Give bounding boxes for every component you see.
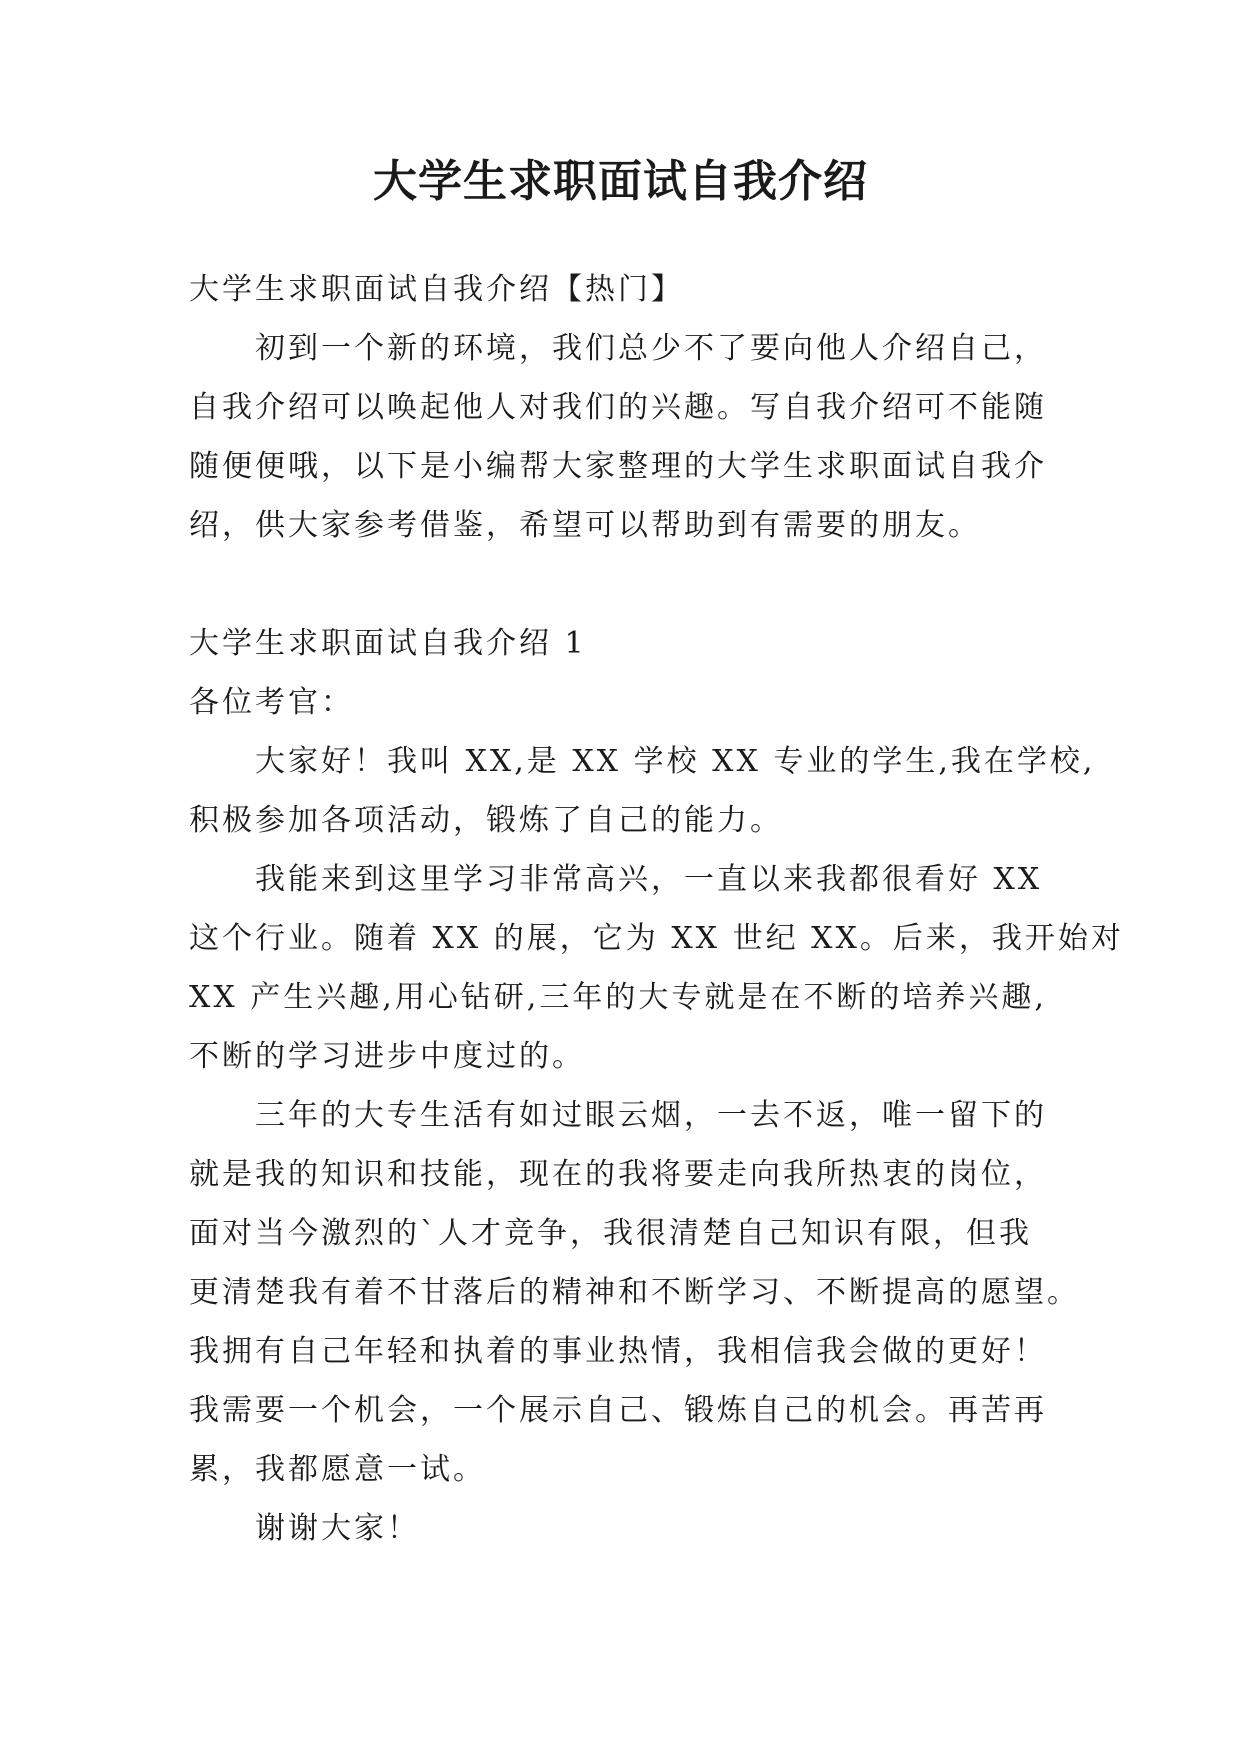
- section-heading: 大学生求职面试自我介绍 1: [189, 626, 587, 661]
- intro-line: 自我介绍可以唤起他人对我们的兴趣。写自我介绍可不能随: [189, 390, 1047, 425]
- paragraph-line: 累，我都愿意一试。: [189, 1452, 486, 1487]
- paragraph-line: 就是我的知识和技能，现在的我将要走向我所热衷的岗位，: [189, 1157, 1047, 1192]
- paragraph-line: 这个行业。随着 XX 的展，它为 XX 世纪 XX。后来，我开始对: [189, 921, 1124, 956]
- paragraph-gap: [189, 555, 1069, 614]
- intro-line: 绍，供大家参考借鉴，希望可以帮助到有需要的朋友。: [189, 508, 981, 543]
- paragraph-line: 更清楚我有着不甘落后的精神和不断学习、不断提高的愿望。: [189, 1275, 1080, 1310]
- paragraph-line: 三年的大专生活有如过眼云烟，一去不返，唯一留下的: [255, 1098, 1047, 1133]
- paragraph-line: XX 产生兴趣,用心钻研,三年的大专就是在不断的培养兴趣,: [189, 980, 1047, 1015]
- paragraph-line: 大家好！我叫 XX,是 XX 学校 XX 专业的学生,我在学校,: [255, 744, 1096, 779]
- intro-line: 初到一个新的环境，我们总少不了要向他人介绍自己，: [255, 331, 1047, 366]
- document-body: [189, 260, 1124, 1558]
- salutation: 各位考官：: [189, 685, 354, 720]
- intro-heading: 大学生求职面试自我介绍【热门】: [189, 272, 684, 307]
- paragraph-line: 面对当今激烈的`人才竞争，我很清楚自己知识有限，但我: [189, 1216, 1032, 1251]
- paragraph-line: 积极参加各项活动，锻炼了自己的能力。: [189, 803, 783, 838]
- paragraph-line: 不断的学习进步中度过的。: [189, 1039, 585, 1074]
- closing-line: 谢谢大家！: [255, 1511, 420, 1546]
- intro-line: 随便便哦，以下是小编帮大家整理的大学生求职面试自我介: [189, 449, 1047, 484]
- paragraph-line: 我拥有自己年轻和执着的事业热情，我相信我会做的更好！: [189, 1334, 1047, 1369]
- paragraph-line: 我能来到这里学习非常高兴，一直以来我都很看好 XX: [255, 862, 1043, 897]
- paragraph-line: 我需要一个机会，一个展示自己、锻炼自己的机会。再苦再: [189, 1393, 1047, 1428]
- document-title: 大学生求职面试自我介绍: [373, 156, 868, 207]
